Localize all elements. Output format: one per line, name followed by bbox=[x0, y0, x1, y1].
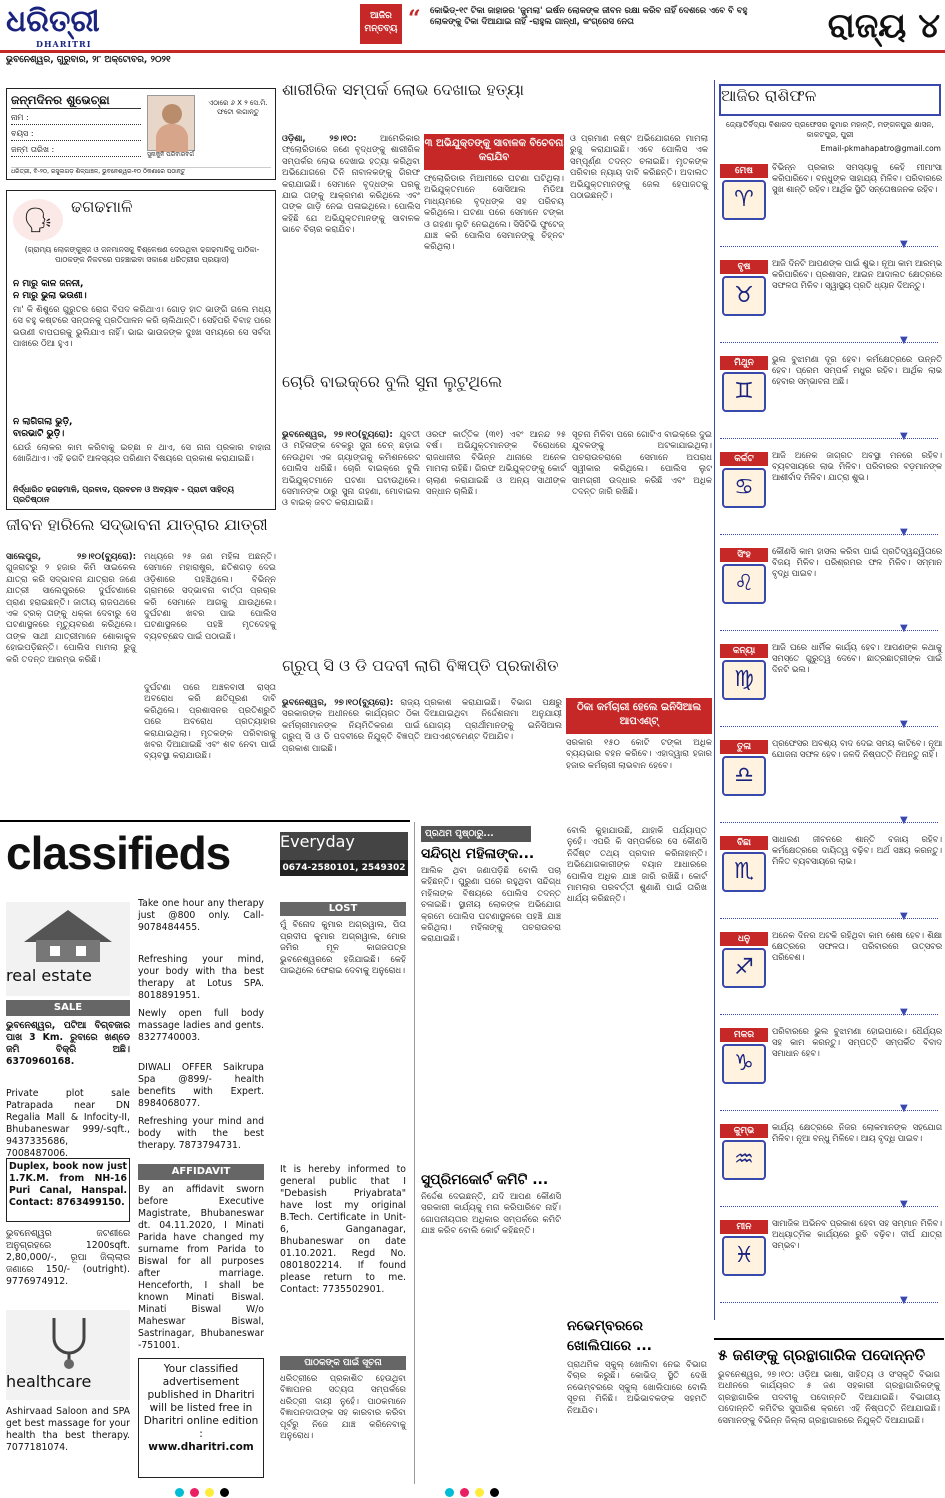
rashi-prediction: ଆଜି ଘରେ ଧାର୍ମିକ କାର୍ଯ୍ୟ ହେବ। ଆପଣଙ୍କ କଥାକୁ ସମସ୍ତେ ଗୁରୁତ୍ୱ ଦେବେ। ଛାତ୍ରଛାତ୍ରୀଙ୍କ ପାଇଁ ଦିନଟି ଭଲ। bbox=[772, 642, 942, 675]
classifieds-phone: 0674-2580101, 2549302 bbox=[280, 860, 408, 876]
hatya-col3: ଓ ପ୍ରମାଣ ନଷ୍ଟ ଅଭିଯୋଗରେ ମାମଲା ରୁଜୁ କରାଯାଇଛି। ଏବେ ପୋଲିସ ଏକ ସମ୍ପୂର୍ଣ୍ଣ ତଦନ୍ତ ଚଳାଇଛି। ମୃତକଙ୍କ ପରିବାର ନ୍ୟାୟ ଦାବି କରିଛନ୍ତି। ଅଦାଲତ ଅଭିଯୁକ୍ତମାନଙ୍କୁ ଜେଲ ହେପାଜତକୁ ପଠାଇଛନ୍ତି। bbox=[570, 134, 708, 202]
zodiac-icon: ♒ bbox=[722, 1140, 766, 1180]
tagmali-box bbox=[6, 190, 276, 510]
rashi-item bbox=[714, 544, 944, 640]
rashi-item bbox=[714, 448, 944, 544]
registration-dot bbox=[445, 1488, 454, 1497]
registration-dot bbox=[220, 1488, 229, 1497]
yatra-headline: ଜୀବନ ହାରିଲେ ସଦ୍‌ଭାବନା ଯାତ୍ରାର ଯାତ୍ରୀ bbox=[6, 515, 268, 534]
photo-note: ଏଠାରେ ୬ X ୨ ସେ.ମି. ଫଟୋ ଲଗାନ୍ତୁ bbox=[208, 99, 268, 116]
chori-col3: ସୂଚନା ମିଳିବା ପରେ ଗୋଟିଏ ବାଇକ୍‌ରେ ଦୁଇ ଯୁବକଙ୍କୁ ଅଟକାଯାଇଥିଲା। ପଚରାଉଚରାରେ ସେମାନେ ଅପରାଧ ସ୍ୱୀକାର କରିଥିଲେ। ପୋଲିସ ଲୁଟ ସାମଗ୍ରୀ ଉଦ୍ଧାର କରିଛି ଏବଂ ଅଧିକ ତଦନ୍ତ ଜାରି ରଖିଛି। bbox=[572, 430, 712, 498]
padabi-headline: ଗ୍ରୁପ୍ ସି ଓ ଡି ପଦବୀ ଲାଗି ବିଜ୍ଞପ୍ତି ପ୍ରକାଶିତ bbox=[282, 656, 559, 675]
registration-dot bbox=[460, 1488, 469, 1497]
photo-caption: ସୁନାକୁନି ପରିବାରବର୍ଗ bbox=[147, 151, 194, 158]
birthday-heading: ଜନ୍ମଦିନର ଶୁଭେଚ୍ଛା bbox=[11, 93, 141, 109]
rashiphala-author: ଜ୍ୟୋତିର୍ବିଦ୍ୟା ବିଶାରଦ ପ୍ରଫେସର କୁମାର ମହାନ୍ତି, ମଙ୍ଗଳପୁର ଶାସନ, କାକଟପୁର, ପୁରୀ bbox=[726, 120, 934, 139]
rashi-item bbox=[714, 640, 944, 736]
arrow-down-icon: ▼ bbox=[900, 719, 908, 730]
rashi-name: ମେଷ bbox=[720, 164, 768, 178]
zodiac-icon: ♋ bbox=[722, 468, 766, 508]
quote-of-day: କୋଭିଡ୍-୧୯ ଟିକା ଜାହାଜର 'ଜୁମଲା' ଇର୍ଷନ ଲୋକଙ୍କ ଜୀବନ ରକ୍ଷା କରିବ ନାହିଁ ଦେଶରେ ଏବେ ବି ବହୁ ଲୋକଙ୍କୁ ଟିକା ଦିଆଯାଇ ନାହିଁ -ରାହୁଲ ଗାନ୍ଧୀ, କଂଗ୍ରେସ ନେତା bbox=[430, 6, 748, 27]
rashiphala-heading: ଆଜିର ରାଶିଫଳ bbox=[719, 84, 941, 116]
rashi-prediction: ସାଧାରଣ ଜୀବନରେ ଶାନ୍ତି ବଜାୟ ରହିବ। କର୍ମକ୍ଷେତ୍ରରେ ଦାୟିତ୍ୱ ବଢ଼ିବ। ଅର୍ଥ ସଞ୍ଚୟ କରନ୍ତୁ। ମିଳିତ ବ୍ୟବସାୟରେ ଲାଭ। bbox=[772, 834, 942, 867]
ad-spa-1[interactable]: Take one hour any therapy just @800 only. Call- 9078484455. bbox=[138, 898, 264, 933]
zodiac-icon: ♎ bbox=[722, 756, 766, 796]
classifieds-title: classifieds bbox=[6, 827, 231, 879]
child-photo bbox=[147, 95, 195, 151]
rashi-name: ସିଂହ bbox=[720, 548, 768, 562]
rashi-prediction: ପରିବାରରେ ଭୁଲ ବୁଝାମଣା ହୋଇପାରେ। ଧୈର୍ଯ୍ୟର ସହ କାମ କରନ୍ତୁ। ସମ୍ପତ୍ତି ସମ୍ପର୍କିତ ବିବାଦ ସମାଧାନ ହେବ। bbox=[772, 1026, 942, 1059]
padabi-col1-text: ରାଜ୍ୟ ସରକାରଙ୍କ ଅଧୀନରେ କାର୍ଯ୍ୟରତ ଠିକା କର୍ମଚାରୀମାନଙ୍କ ନିୟମିତିକରଣ ପାଇଁ ଗ୍ରୁପ୍ ସି ଓ ଡି ପଦବୀରେ ନିଯୁକ୍ତି ବିଜ୍ଞପ୍ତି ପ୍ରକାଶ ପାଇଛି। bbox=[282, 698, 421, 754]
birthday-footnote: ଧରିତ୍ରୀ, ବି-୨୦, ରସୁଲଗଡ଼ ଶିଳ୍ପାଞ୍ଚଳ, ଭୁବନେଶ୍ୱର-୧୦ ଠିକଣାରେ ପଠାନ୍ତୁ bbox=[11, 167, 271, 179]
rashi-item bbox=[714, 160, 944, 256]
healthcare-banner bbox=[6, 1310, 130, 1400]
rashi-item bbox=[714, 736, 944, 832]
rashi-prediction: ବିଭିନ୍ନ ପ୍ରକାର ସମସ୍ୟାକୁ କେହି ମୀମାଂସା କରିପାରିବେ। ବନ୍ଧୁଙ୍କ ସାହାଯ୍ୟ ମିଳିବ। ପରିବାରରେ ସୁଖ ଶାନ୍ତି ରହିବ। ଆର୍ଥିକ ସ୍ଥିତି ସନ୍ତୋଷଜନକ ରହିବ। bbox=[772, 162, 942, 195]
registration-marks bbox=[0, 1486, 945, 1498]
zodiac-icon: ♌ bbox=[722, 564, 766, 604]
affidavit-label: AFFIDAVIT bbox=[138, 1164, 264, 1180]
arrow-down-icon: ▼ bbox=[900, 1103, 908, 1114]
birthday-name-field: ନାମ : bbox=[11, 113, 141, 125]
chori-col2: ଓରଫ କାର୍ତ୍ତିକ (୩୧) ଏବଂ ଆନନ୍ଦ ୨୫ ବର୍ଷ। ଅଭିଯୁକ୍ତମାନଙ୍କ ବିରୋଧରେ ରାଜଧାନୀର ବିଭିନ୍ନ ଥାନାରେ ଅନେକ ମାମଲା ରହିଛି। ଗିରଫ ଅଭିଯୁକ୍ତଙ୍କୁ କୋର୍ଟ ଚାଲାଣ କରାଯାଇଛି ଓ ଅନ୍ୟ ସାଥୀଙ୍କ ସନ୍ଧାନ ଚାଲିଛି। bbox=[426, 430, 566, 498]
reader-notice-heading: ପାଠକଙ୍କ ପାଇଁ ସୂଚନା bbox=[280, 1356, 406, 1370]
rashiphala-email[interactable]: Email-pkmahapatro@gmail.com bbox=[820, 144, 941, 153]
realestate-banner bbox=[6, 902, 130, 996]
chori-headline: ଚୋରି ବାଇକ୍‌ରେ ବୁଲି ସୁନା ଲୁଟୁଥିଲେ bbox=[282, 372, 503, 391]
ad-affidavit[interactable]: By an affidavit sworn before Executive Magistrate, Bhubaneswar dt. 04.11.2020, I Minati Parida have changed my surname from Parida to Biswal for all purposes after marriage. Henceforth, I shall be known Minati Biswal. Minati Biswal W/o Maheswar Biswal, Sastrinagar, Bhubaneswar -751001. bbox=[138, 1184, 264, 1351]
rashi-item bbox=[714, 1216, 944, 1312]
sale-label: SALE bbox=[6, 1000, 130, 1016]
zodiac-icon: ♏ bbox=[722, 852, 766, 892]
rashi-name: ତୁଳା bbox=[720, 740, 768, 754]
section-name: ରାଜ୍ୟ bbox=[827, 6, 907, 46]
ad-duplex[interactable]: Duplex, book now just 1.7K.M. from NH-16 Puri Canal, Hanspal. Contact: 8763499150. bbox=[6, 1158, 130, 1222]
tagmali-credit: ନିର୍ଦ୍ଧାରିତ ଢଗଢମାଳି, ପ୍ରବାଦ, ପ୍ରବଚନ ଓ ଅବ୍ୟାବ - ପ୍ରାଚୀ ସାହିତ୍ୟ ପ୍ରତିଷ୍ଠାନ bbox=[13, 485, 234, 504]
continued-section bbox=[414, 822, 710, 1484]
granthagar-story bbox=[714, 1338, 944, 1486]
section-title bbox=[800, 4, 940, 48]
tagmali-para2: ଯେଉଁ ଲୋକର କାମ କରିବାକୁ ଇଚ୍ଛା ନ ଥାଏ, ସେ ନାନା ପ୍ରକାର ବାହାନା ଖୋଜିଥାଏ। ଏହି ଢଗଟି ଆଳସ୍ୟର ପରିଣାମ ବିଷୟରେ ପ୍ରକାଶ କରାଯାଇଛି। bbox=[13, 443, 271, 465]
arrow-down-icon: ▼ bbox=[900, 1199, 908, 1210]
dharitri-url[interactable]: www.dharitri.com bbox=[148, 1441, 254, 1453]
stethoscope-icon bbox=[44, 1314, 94, 1370]
zodiac-icon: ♐ bbox=[722, 948, 766, 988]
padabi-col3: ସରକାର ୧୫୦ କୋଟି ଟଙ୍କା ଅଧିକ ବ୍ୟୟଭାର ବହନ କରିବେ। ଏହାଦ୍ୱାରା ହଜାର ହଜାର କର୍ମଚାରୀ ଲାଭବାନ ହେବେ। bbox=[566, 738, 712, 771]
chori-story bbox=[282, 430, 712, 650]
continued-tag: ପ୍ରଥମ ପୃଷ୍ଠାରୁ... bbox=[421, 826, 531, 842]
rashi-name: କୁମ୍ଭ bbox=[720, 1124, 768, 1138]
padabi-ribbon: ଠିକା କର୍ମଚାରୀ ହେଲେ ଇନିସିଆଲ ଆପଏଣ୍ଟ୍ bbox=[566, 698, 712, 734]
continued-h1: ସନ୍ଦିଗ୍ଧ ମହିଳାଙ୍କ... bbox=[421, 846, 535, 862]
granthagar-text: ଭୁବନେଶ୍ୱର, ୨୭।୧୦: ଓଡ଼ିଆ ଭାଷା, ସାହିତ୍ୟ ଓ ସଂସ୍କୃତି ବିଭାଗ ଅଧୀନରେ କାର୍ଯ୍ୟରତ ୫ ଜଣ ସହକାରୀ ଗ୍ରନ୍ଥାଗାରିକଙ୍କୁ ଗ୍ରନ୍ଥାଗାରିକ ପଦବୀକୁ ପଦୋନ୍ନତି ଦିଆଯାଇଛି। ବିଭାଗୀୟ ପଦୋନ୍ନତି କମିଟିର ସୁପାରିଶ କ୍ରମେ ଏହି ନିଷ୍ପତ୍ତି ନିଆଯାଇଛି। ସେମାନଙ୍କୁ ବିଭିନ୍ନ ଜିଲ୍ଲା ଗ୍ରନ୍ଥାଗାରରେ ନିଯୁକ୍ତି ଦିଆଯାଇଛି। bbox=[718, 1370, 940, 1426]
continued-t3: ପ୍ରାଥମିକ ସ୍କୁଲ୍ ଖୋଲିବା ନେଇ ବିଭାଗ ବିଚାର କରୁଛି। କୋଭିଡ୍ ସ୍ଥିତି ଦେଖି ନଭେମ୍ବରରେ ସ୍କୁଲ୍ ଖୋଲିପାରେ ବୋଲି ସୂଚନା ମିଳିଛି। ଅଭିଭାବକଙ୍କ ସହମତି ନିଆଯିବ। bbox=[567, 1360, 707, 1416]
rashi-item bbox=[714, 928, 944, 1024]
everyday-label: Everyday bbox=[280, 832, 408, 860]
quote-tag: ଆଜିର ମନ୍ତବ୍ୟ bbox=[360, 4, 402, 44]
arrow-down-icon: ▼ bbox=[900, 431, 908, 442]
tagmali-line4: ବାରଭାଟି ଭୁଡ଼ି। bbox=[13, 429, 65, 439]
masthead-rule bbox=[0, 50, 945, 53]
birthday-date-field: ଜନ୍ମ ତାରିଖ : bbox=[11, 145, 141, 157]
hatya-ribbon: ୩ ଅଭିଯୁକ୍ତଙ୍କୁ ସାବାଳକ ବିଚେବନା କରାଯିବ bbox=[424, 134, 564, 170]
cartoon-icon: 🗣 bbox=[13, 199, 63, 241]
continued-h3b: ଖୋଲିପାରେ ... bbox=[567, 1338, 652, 1354]
ad-spa-3[interactable]: Newly open full body massage ladies and gents. 8327740003. bbox=[138, 1008, 264, 1043]
tagmali-line1: ନ ମାରୁ କାଳ ଜନନୀ, bbox=[13, 279, 84, 289]
ad-lost-odia[interactable]: ମୁଁ ବିନୋଦ କୁମାର ଅଗ୍ରୱାଲ, ପିତା ପ୍ରଦୀପ କୁମାର ଅଗ୍ରୱାଲ, ମୋର ଜମିର ମୂଳ କାଗଜପତ୍ର ଭୁବନେଶ୍ୱରରେ ହଜିଯାଇଛି। କେହି ପାଇଥିଲେ ଫେରାଇ ଦେବାକୁ ଅନୁରୋଧ। bbox=[280, 920, 406, 976]
tagmali-para1: ମା' କି ଶିଶୁରେ ଗୁରୁତର ରୋଗ ବିପଦ କରିଥାଏ। ଗୋଡ଼ ହାତ ଭାଙ୍ଗି ଗଲେ ମଧ୍ୟ ସେ ବହୁ କଷ୍ଟରେ ସନ୍ତାନକୁ ପ୍ରତିପାଳନ କରି ଚାଲିଥାନ୍ତି। ସେହିପରି ବିବାହ ପରେ ଭଉଣୀ ବାପଘରକୁ ଭୁଲିଯାଏ ନାହିଁ। ଭାଇ ଭାଉଜଙ୍କ ଦୁଃଖ ସମୟରେ ସେ ସର୍ବଦା ପାଖରେ ଠିଆ ହୁଏ। bbox=[13, 305, 271, 350]
ad-spa-5[interactable]: Refreshing your mind and body with the best therapy. 7873794731. bbox=[138, 1116, 264, 1151]
rashi-prediction: ସାମାଜିକ ଅଭିନବ ପ୍ରକାଶ ହେବା ସହ ସମ୍ମାନ ମିଳିବ। ଅଧ୍ୟାତ୍ମିକ କାର୍ଯ୍ୟରେ ରୁଚି ବଢ଼ିବ। ଦୀର୍ଘ ଯାତ୍ରା ସମ୍ଭବ। bbox=[772, 1218, 942, 1251]
hatya-col2: ଫ୍ଲୋରିଡାର ମିଆମୀରେ ଘଟଣା ଘଟିଥିଲା। ଅଭିଯୁକ୍ତମାନେ ସୋସିଆଲ ମିଡିଆ ମାଧ୍ୟମରେ ବୃଦ୍ଧଙ୍କ ସହ ପରିଚୟ କରିଥିଲେ। ଘଟଣା ପରେ ସେମାନେ ଟଙ୍କା ଓ ଗହଣା ଲୁଟି ନେଇଥିଲେ। ସିସିଟିଭି ଫୁଟେଜ୍ ଯାଞ୍ଚ କରି ପୋଲିସ ସେମାନଙ୍କୁ ଚିହ୍ନଟ କରିଥିଲା। bbox=[424, 174, 564, 253]
rashi-item bbox=[714, 256, 944, 352]
zodiac-icon: ♊ bbox=[722, 372, 766, 412]
ad-spa-2[interactable]: Refreshing your mind, your body with tha best therapy at Lotus SPA. 8018891951. bbox=[138, 954, 264, 1001]
rashi-item bbox=[714, 352, 944, 448]
continued-h2: ସୁପ୍ରିମକୋର୍ଟ କମିଟି ... bbox=[421, 1172, 549, 1188]
chori-col1-text: ଯୁବତୀ ଓ ମହିଳାଙ୍କ ବେକରୁ ସୁନା ଚେନ୍ ଛଡ଼ାଇ ନେଉଥିବା ଏକ ଗ୍ୟାଙ୍ଗକୁ କମିଶନରେଟ ପୋଲିସ ଧରିଛି। ଚୋରି ବାଇକ୍‌ରେ ବୁଲି ଅଭିଯୁକ୍ତମାନେ ଘଟଣା ଘଟାଉଥିଲେ। ସେମାନଙ୍କ ଠାରୁ ସୁନା ଗହଣା, ମୋବାଇଲ ଓ ବାଇକ୍ ଜବତ କରାଯାଇଛି। bbox=[282, 430, 421, 509]
ad-saloon[interactable]: Ashirvaad Saloon and SPA get best massage for your health tha best therapy. 7077181074. bbox=[6, 1406, 130, 1453]
rashi-prediction: ଆଜି ଅନେକ ଜାଗ୍ରତ ଅବସ୍ଥା ମନରେ ରହିବ। ବ୍ୟବସାୟରେ ଲାଭ ମିଳିବ। ପରିବାରର ବଡ଼ମାନଙ୍କ ଆଶୀର୍ବାଦ ମିଳିବ। ଯାତ୍ରା ଶୁଭ। bbox=[772, 450, 942, 483]
zodiac-icon: ♑ bbox=[722, 1044, 766, 1084]
ad-patrapada[interactable]: Private plot sale Patrapada near DN Regalia Mall & Infocity-II, Bhubaneswar 999/-sqft., 9437335686, 7008487006. bbox=[6, 1088, 130, 1159]
arrow-down-icon: ▼ bbox=[900, 239, 908, 250]
logo-text: ଧରିତ୍ରୀ bbox=[6, 4, 100, 39]
padabi-dateline: ଭୁବନେଶ୍ୱର, ୨୭।୧୦(ବ୍ୟୁରୋ): bbox=[282, 698, 394, 708]
rashi-item bbox=[714, 1120, 944, 1216]
birthday-box bbox=[6, 88, 276, 180]
hatya-dateline: ଓଡ଼ିଶା, ୨୭।୧୦: bbox=[282, 134, 357, 144]
rashi-name: ଧନୁ bbox=[720, 932, 768, 946]
padabi-col1 bbox=[282, 698, 420, 814]
rashi-name: କନ୍ୟା bbox=[720, 644, 768, 658]
ad-bbsr-land[interactable]: ଭୁବନେଶ୍ୱର, ପଟିଆ ବିଗ୍‌ବଜାର ପାଖ 3 Km. ରୁବାରେ ଖଣ୍ଡେ ଜମି ବିକ୍ରି ଅଛି। 6370960168. bbox=[6, 1020, 130, 1067]
tagmali-subtitle: (ଗ୍ରାମ୍ୟ ଲୋକଙ୍କୁଞ୍ଜ ଓ ଜନମାନସକୁ ବିଶ୍ଳେଷଣ ଦେଉଥିବା ଢଗଢମାଳିକୁ ପାଠିକା-ପାଠକଙ୍କ ନିକଟରେ ପହଞ୍ଚାଇବା ସକାଶେ ଧରିତ୍ରୀର ପ୍ରୟାସ) bbox=[24, 245, 260, 264]
page-number: ୪ bbox=[918, 6, 940, 46]
rashi-prediction: ଆଜି ଦିନଟି ଆପଣଙ୍କ ପାଇଁ ଶୁଭ। ନୂଆ କାମ ଆରମ୍ଭ କରିପାରିବେ। ପ୍ରଶାସନ, ଆଇନ ଆଦାଲତ କ୍ଷେତ୍ରରେ ସଫଳତା ମିଳିବ। ସ୍ୱାସ୍ଥ୍ୟ ପ୍ରତି ଧ୍ୟାନ ଦିଅନ୍ତୁ। bbox=[772, 258, 942, 291]
rashi-item bbox=[714, 832, 944, 928]
hatya-col1-text: ଆମେରିକାର ଫ୍ଲୋରିଡାରେ ଜଣେ ବୃଦ୍ଧଙ୍କୁ ଶାରୀରିକ ସମ୍ପର୍କର ଲୋଭ ଦେଖାଇ ହତ୍ୟା କରିଥିବା ଅଭିଯୋଗରେ ତିନି ନାବାଳକଙ୍କୁ ଗିରଫ କରାଯାଇଛି। ସେମାନେ ବୃଦ୍ଧଙ୍କ ଘରକୁ ଯାଇ ତାଙ୍କୁ ଆକ୍ରମଣ କରିଥିଲେ ଏବଂ ତାଙ୍କ ଗାଡ଼ି ନେଇ ପଳାଇଥିଲେ। ପୋଲିସ କହିଛି ଯେ ଅଭିଯୁକ୍ତମାନଙ୍କୁ ସାବାଳକ ଭାବେ ବିଚାର କରାଯିବ। bbox=[282, 134, 420, 236]
quote-mark-icon: “ bbox=[408, 6, 421, 32]
rashi-prediction: ଅନେକ ଦିନର ଅଟକି ରହିଥିବା କାମ ଶେଷ ହେବ। ଶିକ୍ଷା କ୍ଷେତ୍ରରେ ସଫଳତା। ପରିବାରରେ ଉତ୍ସବର ପରିବେଶ। bbox=[772, 930, 942, 963]
online-listing-box bbox=[138, 1358, 264, 1478]
arrow-down-icon: ▼ bbox=[900, 911, 908, 922]
hatya-headline: ଶାରୀରିକ ସମ୍ପର୍କ ଲୋଭ ଦେଖାଇ ହତ୍ୟା bbox=[282, 80, 525, 99]
lost-label: LOST bbox=[280, 902, 406, 916]
ad-lost-certificate[interactable]: It is hereby informed to general public that I "Debasish Priyabrata" have lost my original B.Tech. Certificate in Unit-6, Ganganagar, Bhubaneswar on date 01.10.2021. Regd No. 0801802214. If found please return to me. Contact: 7735502901. bbox=[280, 1164, 406, 1295]
registration-dot bbox=[475, 1488, 484, 1497]
yatra-col1 bbox=[6, 552, 136, 814]
registration-dot bbox=[205, 1488, 214, 1497]
continued-h3: ନଭେମ୍ବରରେ bbox=[567, 1318, 643, 1334]
continued-t1: ଆଲିକ ଥିବା ଜଣାପଡ଼ିଛି ବୋଲି ପଚା କହିଛନ୍ତି। ପୁରୁଣା ଘରେ ରହୁଥିବା ସନ୍ଦିଗ୍ଧ ମହିଳାଙ୍କ ବିଷୟରେ ପୋଲିସ ତଦନ୍ତ ଚଳାଇଛି। ସ୍ଥାନୀୟ ଲୋକଙ୍କ ଅଭିଯୋଗ କ୍ରମେ ପୋଲିସ ଘଟଣାସ୍ଥଳରେ ପହଞ୍ଚି ଯାଞ୍ଚ କରିଥିଲା। ମହିଳାଙ୍କୁ ପଚରାଉଚରା କରାଯାଇଛି। bbox=[421, 866, 561, 945]
registration-dot bbox=[175, 1488, 184, 1497]
continued-t2: ନିର୍ଦ୍ଦେଶ ଦେଇଛନ୍ତି, ଯଦି ଆପଣ କୌଣସି ସରକାରୀ କାର୍ଯ୍ୟକୁ ମନା କରିପାରିବେ ନାହିଁ। ଗୋପନୀୟତାର ଅଧିକାର ସମ୍ପର୍କରେ କମିଟି ଯାଞ୍ଚ କରିବ ବୋଲି କୋର୍ଟ କହିଛନ୍ତି। bbox=[421, 1192, 561, 1237]
registration-dot bbox=[490, 1488, 499, 1497]
arrow-down-icon: ▼ bbox=[900, 623, 908, 634]
reader-notice-text: ଧରିତ୍ରୀରେ ପ୍ରକାଶିତ ହେଉଥିବା ବିଜ୍ଞାପନର ସତ୍ୟତା ସମ୍ପର୍କରେ ଧରିତ୍ରୀ ଦାୟୀ ନୁହେଁ। ପାଠକମାନେ ବିଜ୍ଞାପନଦାତାଙ୍କ ସହ କାରବାର କରିବା ପୂର୍ବରୁ ନିଜେ ଯାଞ୍ଚ କରିନେବାକୁ ଅନୁରୋଧ। bbox=[280, 1374, 406, 1442]
granthagar-headline: ୫ ଜଣଙ୍କୁ ଗ୍ରନ୍ଥାଗାରିକ ପଦୋନ୍ନତି bbox=[718, 1346, 926, 1364]
birthday-age-field: ବୟସ : bbox=[11, 129, 141, 141]
padabi-col2: ପ୍ରକାଶ କରାଯାଇଛି। ବିଭାଗ ପକ୍ଷରୁ ଦିଆଯାଇଥିବା ନିର୍ଦ୍ଦେଶନାମା ଅନୁଯାୟୀ ଯୋଗ୍ୟ ପ୍ରାର୍ଥୀମାନଙ୍କୁ ଇନିସିଆଲ ଆପଏଣ୍ଟମେଣ୍ଟ ଦିଆଯିବ। bbox=[424, 698, 562, 743]
rashi-name: ବୃଷ bbox=[720, 260, 768, 274]
ad-bbsr-plot[interactable]: ଭୁବନେଶ୍ୱର ଜଟଣୀରେ ଅନୁଗ୍ରହରେ 1200sqft. 2,80,000/-, ରୂପା ଜିଲ୍ଲାର ଜଣାରେ 150/- (outright). 9776974912. bbox=[6, 1228, 130, 1287]
rashi-name: ମୀନ bbox=[720, 1220, 768, 1234]
rashi-prediction: ପ୍ରଫେସର ଅବଶ୍ୟ ବାଦ ଦେଇ ସମୟ କାଟିବେ। ନୂଆ ଯୋଜନା ସଫଳ ହେବ। ଜଳଦି ନିଷ୍ପତ୍ତି ନିଅନ୍ତୁ ନାହିଁ। bbox=[772, 738, 942, 760]
rashi-prediction: କୌଣସି କାମ ହାସଲ କରିବା ପାଇଁ ପ୍ରତିଦ୍ୱନ୍ଦ୍ୱିତାରେ ବିଜୟ ମିଳିବ। ପରିଶ୍ରମର ଫଳ ମିଳିବ। ସମ୍ମାନ ବୃଦ୍ଧି ପାଇବ। bbox=[772, 546, 942, 579]
chori-col1 bbox=[282, 430, 420, 650]
newspaper-logo[interactable] bbox=[6, 4, 124, 48]
zodiac-icon: ♈ bbox=[722, 180, 766, 220]
rashi-name: ମକର bbox=[720, 1028, 768, 1042]
arrow-down-icon: ▼ bbox=[900, 527, 908, 538]
dateline: ଭୁବନେଶ୍ୱର, ଗୁରୁବାର, ୨୮ ଅକ୍ଟୋବର, ୨୦୨୧ bbox=[6, 55, 171, 65]
tagmali-line2: ନ ମାରୁ ଭୁଲା ଭଉଣୀ। bbox=[13, 291, 87, 301]
rashi-item bbox=[714, 1024, 944, 1120]
rashi-name: ମିଥୁନ bbox=[720, 356, 768, 370]
chori-dateline: ଭୁବନେଶ୍ୱର, ୨୭।୧୦(ବ୍ୟୁରୋ): bbox=[282, 430, 393, 440]
rashi-name: କର୍କଟ bbox=[720, 452, 768, 466]
house-icon bbox=[20, 908, 116, 962]
rashi-name: ବିଛା bbox=[720, 836, 768, 850]
tagmali-line3: ନ ଲାଗିଗଲା ଭୁଡ଼ି, bbox=[13, 417, 73, 427]
zodiac-icon: ♍ bbox=[722, 660, 766, 700]
arrow-down-icon: ▼ bbox=[900, 815, 908, 826]
arrow-down-icon: ▼ bbox=[900, 1295, 908, 1306]
realestate-label: real estate bbox=[6, 966, 92, 985]
online-listing-text: Your classified advertisement published in Dharitri will be listed free in Dharitri online edition : bbox=[143, 1363, 259, 1440]
logo-subtext: DHARITRI bbox=[36, 39, 92, 49]
zodiac-icon: ♓ bbox=[722, 1236, 766, 1276]
zodiac-icon: ♉ bbox=[722, 276, 766, 316]
arrow-down-icon: ▼ bbox=[900, 1007, 908, 1018]
continued-col2: ବୋଲି କୁହାଯାଉଛି, ଯାହାକି ପର୍ଯ୍ୟାପ୍ତ ନୁହେଁ। ଏପରି କି ସମ୍ପର୍କରେ ସେ କୌଣସି ନିର୍ଦ୍ଦିଷ୍ଟ ତଥ୍ୟ ପ୍ରଦାନ କରିନାହାନ୍ତି। ଅଭିଯୋଗକାରୀଙ୍କ ବୟାନ ଆଧାରରେ ପୋଲିସ ଅଧିକ ଯାଞ୍ଚ ଜାରି ରଖିଛି। କୋର୍ଟ ମାମଲାର ପରବର୍ତ୍ତୀ ଶୁଣାଣି ପାଇଁ ତାରିଖ ଧାର୍ଯ୍ୟ କରିଛନ୍ତି। bbox=[567, 826, 707, 905]
rashi-prediction: ଭୁଲ ବୁଝାମଣା ଦୂର ହେବ। କର୍ମକ୍ଷେତ୍ରରେ ଉନ୍ନତି ହେବ। ପ୍ରେମ ସମ୍ପର୍କ ମଧୁର ରହିବ। ଆର୍ଥିକ ଲାଭ ହେବାର ସମ୍ଭାବନା ଅଛି। bbox=[772, 354, 942, 387]
classifieds-section bbox=[0, 820, 410, 1486]
yatra-story bbox=[6, 552, 276, 814]
registration-dot bbox=[190, 1488, 199, 1497]
yatra-col3: ଦୁର୍ଘଟଣା ପରେ ଅଞ୍ଚଳବାସୀ ରାସ୍ତା ଅବରୋଧ କରି କ୍ଷତିପୂରଣ ଦାବି କରିଥିଲେ। ପ୍ରଶାସନର ପ୍ରତିଶ୍ରୁତି ପରେ ଅବରୋଧ ପ୍ରତ୍ୟାହାର କରାଯାଇଥିଲା। ମୃତକଙ୍କ ପରିବାରକୁ ଖବର ଦିଆଯାଇଛି ଏବଂ ଶବ ନେବା ପାଇଁ ବ୍ୟବସ୍ଥା କରାଯାଉଛି। bbox=[144, 683, 276, 762]
ad-spa-4[interactable]: DIWALI OFFER Saikrupa Spa @899/- health benefits with Expert. 8984068077. bbox=[138, 1062, 264, 1109]
yatra-col2: ମଧ୍ୟରେ ୨୫ ଜଣ ମହିଳା ଅଛନ୍ତି। ସେମାନେ ମହାରାଷ୍ଟ୍ର, ଛତିଶଗଡ଼ ଦେଇ ଓଡ଼ିଶାରେ ପହଞ୍ଚିଥିଲେ। ବିଭିନ୍ନ ଗ୍ରାମରେ ସଦ୍‌ଭାବନା ବାର୍ତ୍ତା ପ୍ରଚାର କରି ସେମାନେ ଆଗକୁ ଯାଉଥିଲେ। ଦୁର୍ଘଟଣା ଖବର ପାଇ ପୋଲିସ ଘଟଣାସ୍ଥଳରେ ପହଞ୍ଚି ମୃତଦେହକୁ ବ୍ୟବଚ୍ଛେଦ ପାଇଁ ପଠାଇଛି। bbox=[144, 552, 276, 642]
tagmali-title: ଢଗଢମାଳି bbox=[71, 197, 133, 216]
rashi-prediction: କାର୍ଯ୍ୟ କ୍ଷେତ୍ରରେ ନିଜର ଲୋକମାନଙ୍କ ସହଯୋଗ ମିଳିବ। ନୂଆ ବନ୍ଧୁ ମିଳିବେ। ଆୟ ବୃଦ୍ଧି ପାଇବ। bbox=[772, 1122, 942, 1144]
yatra-col1-text: ଗୁଜରାଟରୁ ୨ ହଜାର କିମି ସାଇକେଲ ଯାତ୍ରା କରି ସଦ୍‌ଭାବନା ଯାତ୍ରାର ଜଣେ ଯାତ୍ରୀ ସାଲେପୁରରେ ଦୁର୍ଘଟଣାରେ ପ୍ରାଣ ହରାଇଛନ୍ତି। ଜାତୀୟ ରାଜପଥରେ ଏକ ଟ୍ରକ୍ ତାଙ୍କୁ ଧକ୍କା ଦେବାରୁ ସେ ଘଟଣାସ୍ଥଳରେ ମୃତ୍ୟୁବରଣ କରିଥିଲେ। ତାଙ୍କ ସାଥୀ ଯାତ୍ରୀମାନେ ଶୋକାକୁଳ ହୋଇପଡ଼ିଛନ୍ତି। ପୋଲିସ ମାମଲା ରୁଜୁ କରି ତଦନ୍ତ ଆରମ୍ଭ କରିଛି। bbox=[6, 563, 136, 665]
healthcare-label: healthcare bbox=[6, 1372, 92, 1391]
arrow-down-icon: ▼ bbox=[900, 335, 908, 346]
yatra-dateline: ସାଲେପୁର, ୨୭।୧୦(ବ୍ୟୁରୋ): bbox=[6, 552, 136, 562]
